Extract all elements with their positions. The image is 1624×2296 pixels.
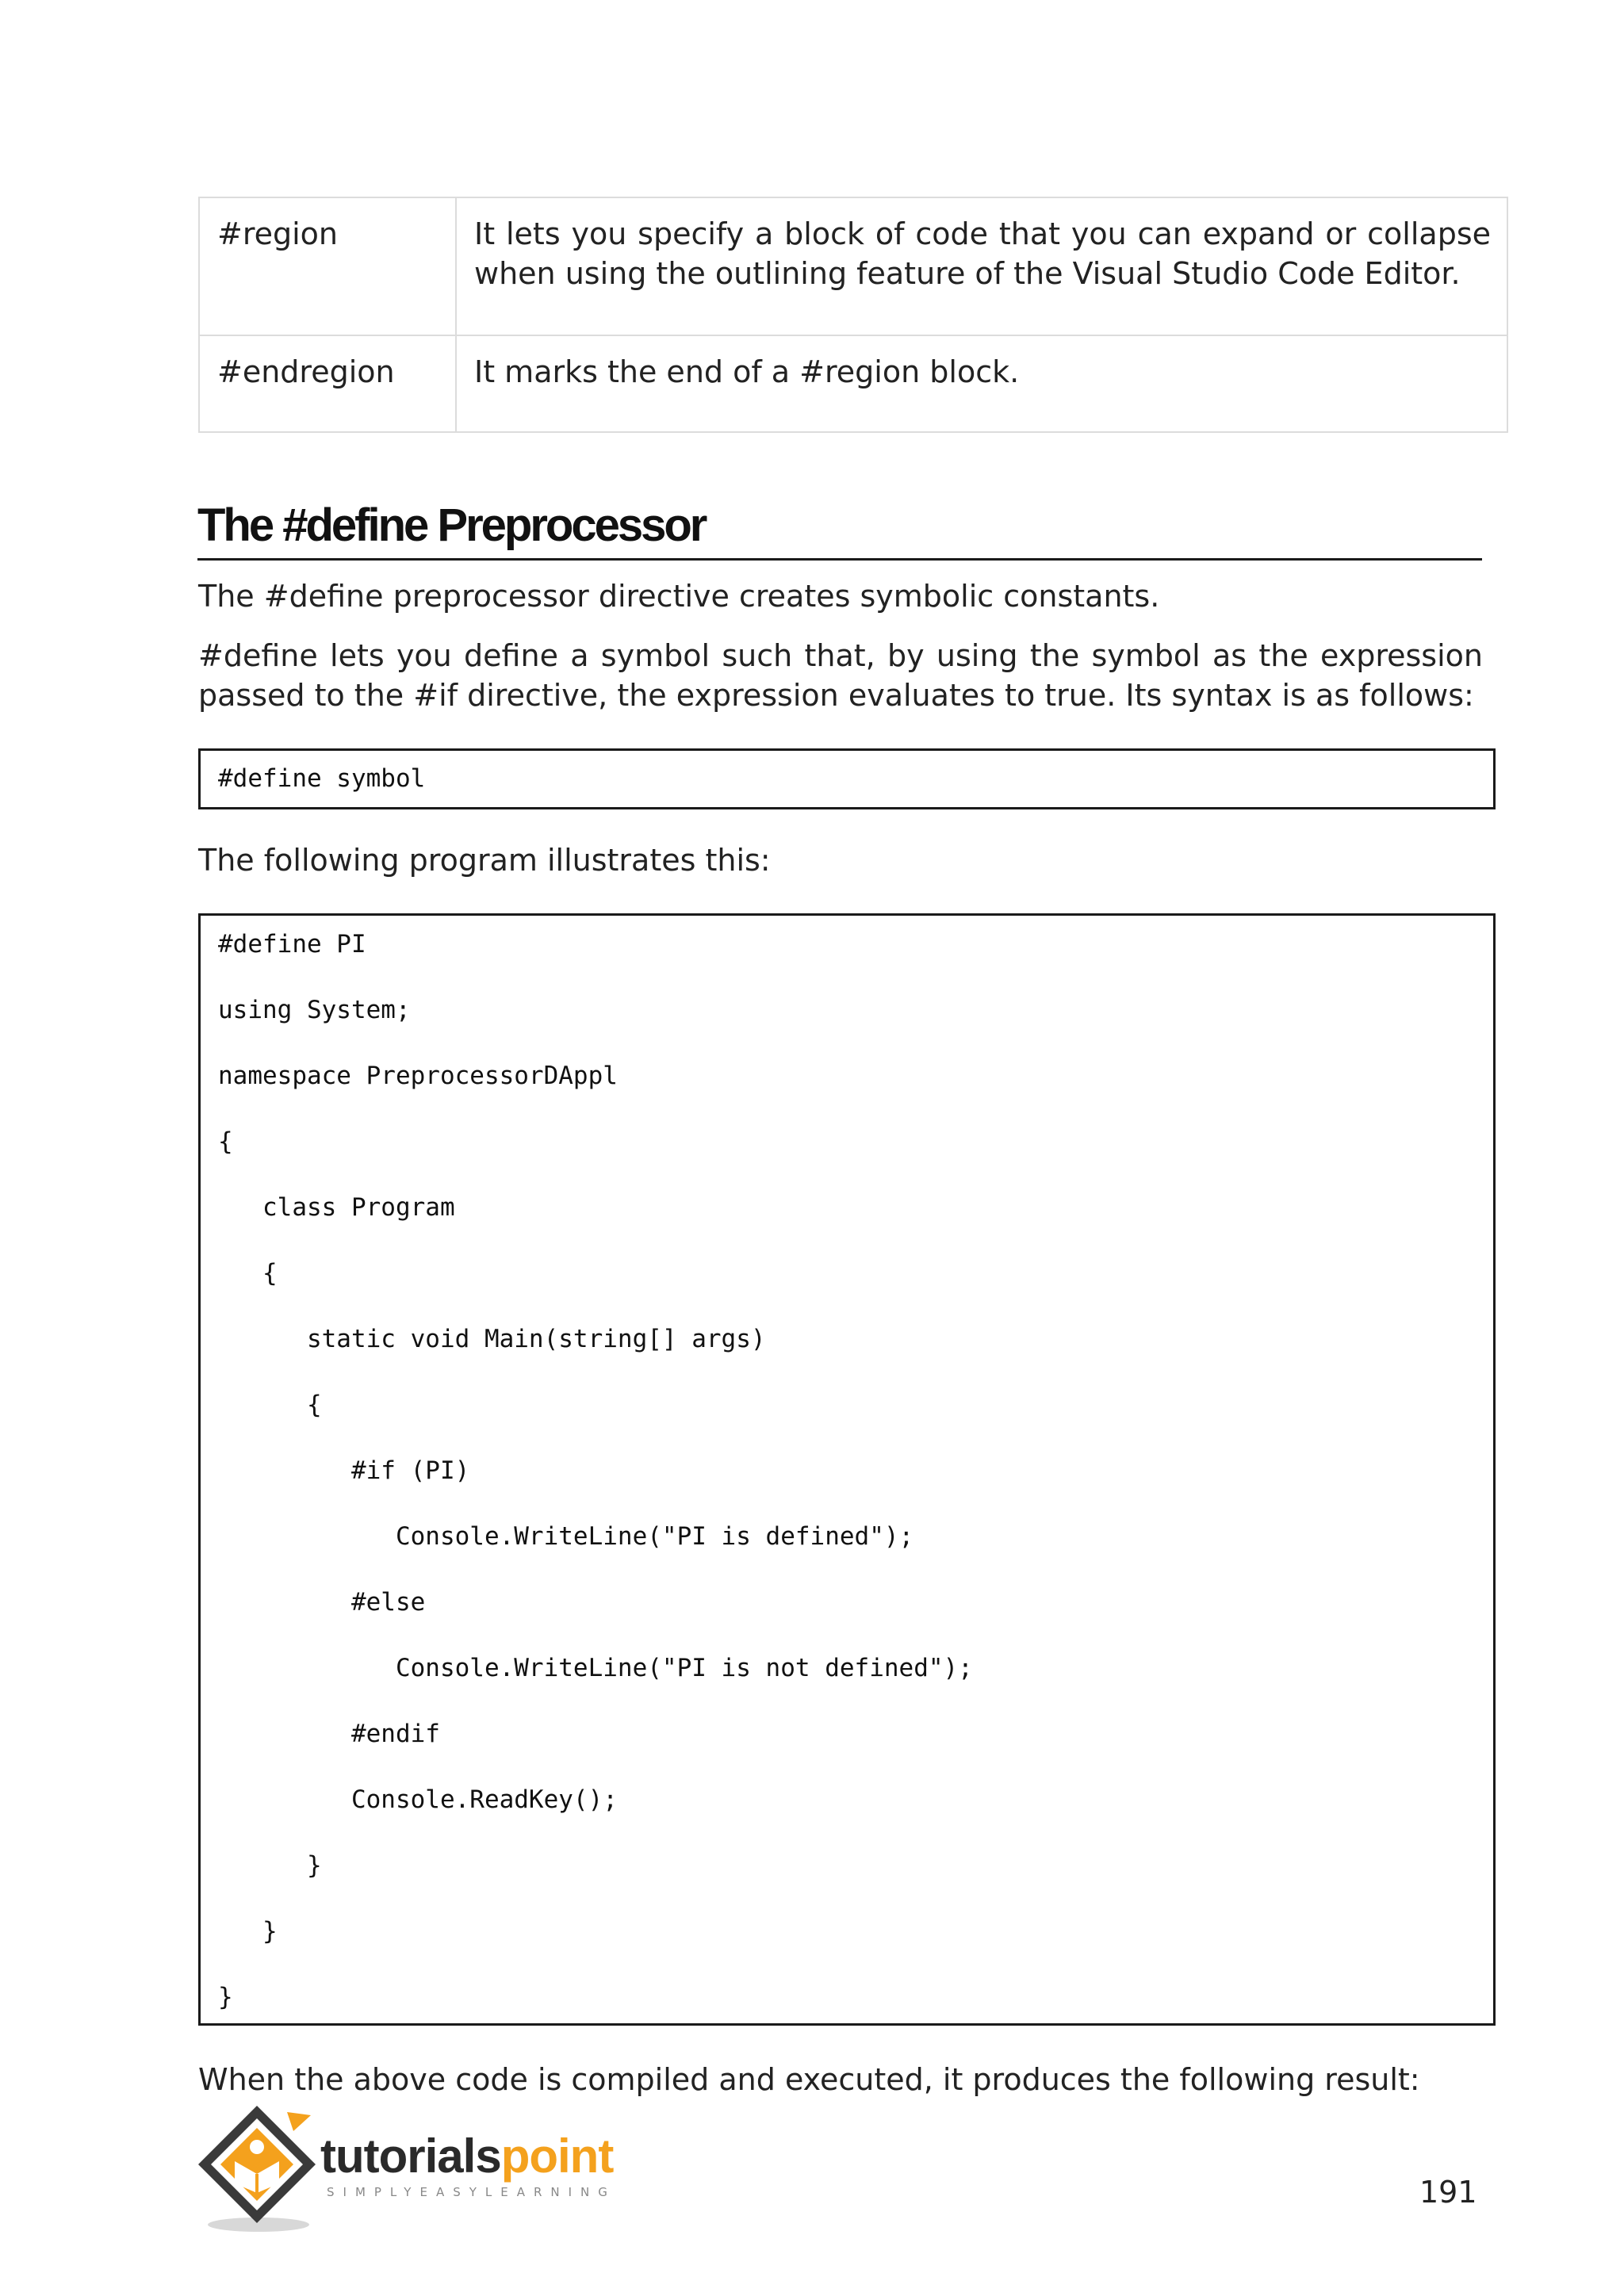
directive-description: It marks the end of a #region block. <box>456 335 1507 432</box>
code-line: #define symbol <box>218 764 426 793</box>
logo-diamond-icon <box>193 2101 328 2236</box>
code-line: } <box>218 1983 233 2011</box>
program-code-box <box>198 913 1496 2026</box>
logo-wordmark <box>320 2130 614 2183</box>
code-line: using System; <box>218 996 411 1024</box>
code-line: namespace PreprocessorDAppl <box>218 1062 618 1090</box>
code-line: { <box>218 1127 233 1156</box>
logo-tagline: SIMPLYEASYLEARNING <box>327 2185 616 2199</box>
directive-description: It lets you specify a block of code that you can expand or collapse when using the outlining feature of the Visual Studio Code Editor. <box>456 197 1507 335</box>
result-intro-paragraph: When the above code is compiled and executed, it produces the following result: <box>198 2062 1420 2097</box>
tutorialspoint-logo <box>193 2101 645 2236</box>
code-line: #if (PI) <box>218 1456 470 1485</box>
explanation-paragraph: #define lets you define a symbol such that, by using the symbol as the expression passed to the #if directive, the expression evaluates to true. Its syntax is as follows: <box>198 638 1483 713</box>
code-line: Console.ReadKey(); <box>218 1785 618 1814</box>
syntax-code-box <box>198 748 1496 809</box>
logo-word-tutorials: tutorials <box>320 2130 501 2183</box>
code-line: #endif <box>218 1720 440 1748</box>
intro-paragraph: The #define preprocessor directive creates symbolic constants. <box>198 579 1160 614</box>
code-line: class Program <box>218 1193 455 1222</box>
code-line: { <box>218 1259 278 1288</box>
program-intro-paragraph: The following program illustrates this: <box>198 843 771 878</box>
directive-name: #region <box>199 197 456 335</box>
code-line: { <box>218 1391 322 1419</box>
section-heading: The #define Preprocessor <box>197 493 1482 561</box>
page-number: 191 <box>1419 2175 1477 2210</box>
code-line: #define PI <box>218 930 366 959</box>
code-line: } <box>218 1917 278 1946</box>
code-line: static void Main(string[] args) <box>218 1325 766 1353</box>
code-line: Console.WriteLine("PI is defined"); <box>218 1522 914 1551</box>
code-line: #else <box>218 1588 426 1617</box>
directive-name: #endregion <box>199 335 456 432</box>
table-row <box>199 335 1507 432</box>
directives-table <box>198 197 1508 433</box>
code-line: Console.WriteLine("PI is not defined"); <box>218 1654 973 1682</box>
logo-word-point: point <box>500 2130 614 2183</box>
table-row <box>199 197 1507 335</box>
code-line: } <box>218 1851 322 1880</box>
